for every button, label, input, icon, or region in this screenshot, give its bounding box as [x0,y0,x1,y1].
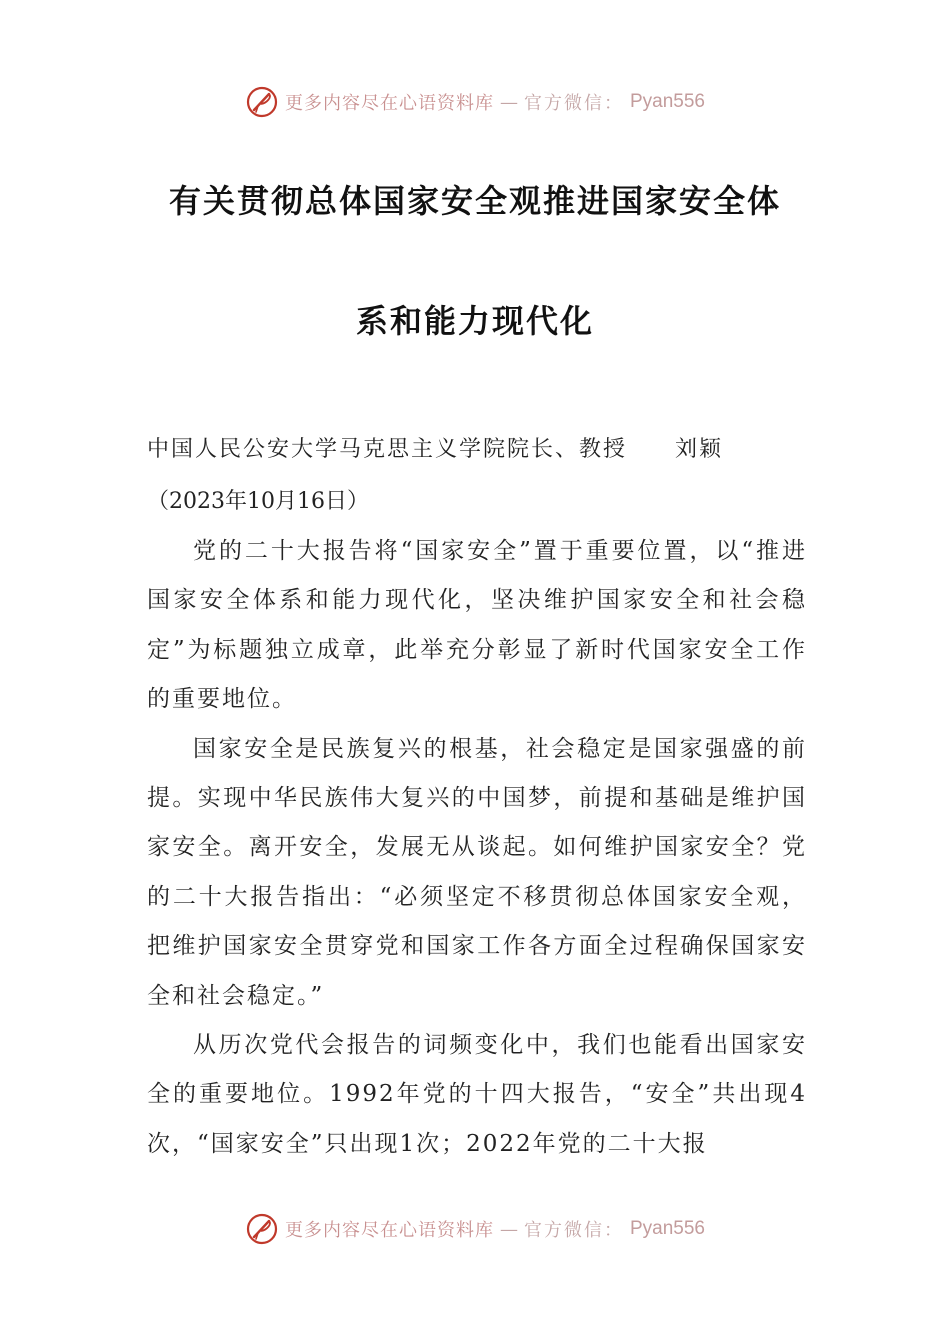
quill-logo-icon [245,1212,279,1246]
watermark-banner-bottom [0,1209,950,1249]
body-paragraph-2: 国家安全是民族复兴的根基，社会稳定是国家强盛的前提。实现中华民族伟大复兴的中国梦，前提和基础是维护国家安全。离开安全，发展无从谈起。如何维护国家安全？党的二十大报告指出：“必须坚定不移贯彻总体国家安全观，把维护国家安全贯穿党和国家工作各方面全过程确保国家安全和社会稳定。” [147,735,807,1009]
watermark-separator: — [499,1218,518,1240]
document-title-line-1: 有关贯彻总体国家安全观推进国家安全体 [168,182,781,220]
watermark-separator: — [499,91,518,113]
document-body [147,527,807,1169]
watermark-wechat-id: Pyan556 [629,91,705,112]
watermark-wechat-label: 官方微信： [523,1220,624,1241]
publication-date: （2023年10月16日） [147,489,369,514]
body-paragraph-3: 从历次党代会报告的词频变化中，我们也能看出国家安全的重要地位。1992年党的十四大报告，“安全”共出现4次，“国家安全”只出现1次；2022年党的二十大报 [147,1032,807,1157]
byline-affiliation: 中国人民公安大学马克思主义学院院长、教授 [147,437,628,462]
watermark-wechat-id: Pyan556 [629,1218,705,1239]
document-title-line-2: 系和能力现代化 [355,302,594,340]
watermark-banner-top [0,82,950,122]
byline-author: 刘颖 [675,437,724,462]
byline [147,432,723,463]
watermark-wechat-label: 官方微信： [523,93,624,114]
watermark-site-name: 更多内容尽在心语资料库 [284,1220,494,1241]
quill-logo-icon [245,85,279,119]
watermark-site-name: 更多内容尽在心语资料库 [284,93,494,114]
body-paragraph-1: 党的二十大报告将“国家安全”置于重要位置，以“推进国家安全体系和能力现代化，坚决维护国家安全和社会稳定”为标题独立成章，此举充分彰显了新时代国家安全工作的重要地位。 [147,538,807,713]
